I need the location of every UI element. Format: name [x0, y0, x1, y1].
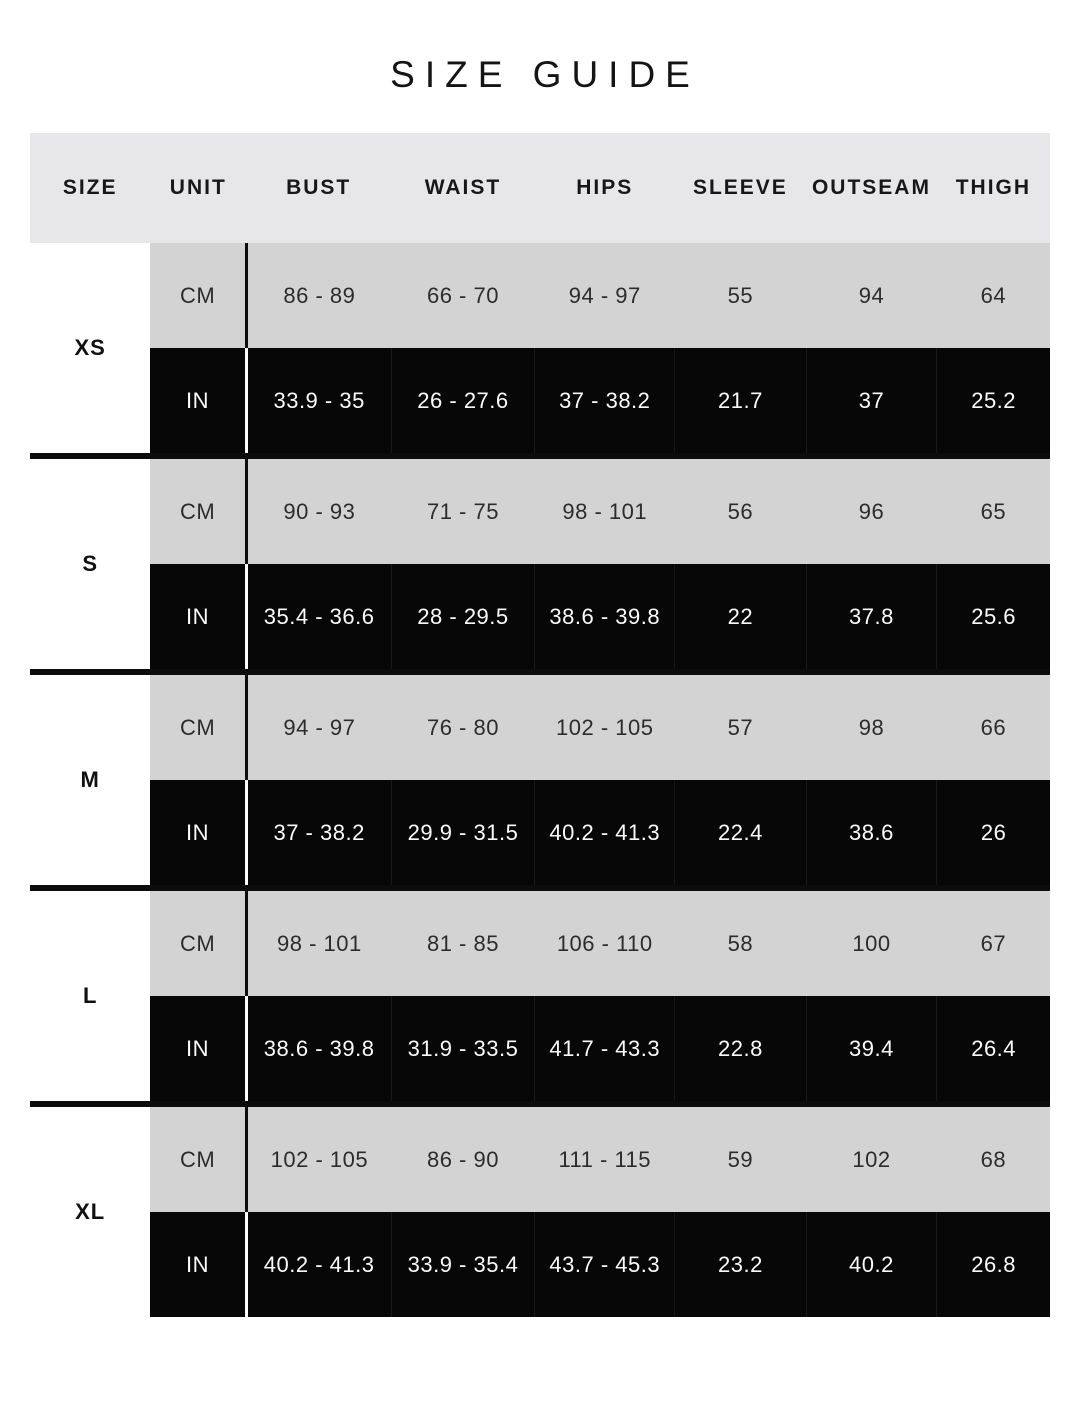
- size-label-l: L: [30, 888, 150, 1104]
- cell-s-cm-sleeve: 56: [675, 456, 807, 564]
- unit-label-in: IN: [150, 996, 246, 1104]
- unit-label-cm: CM: [150, 672, 246, 780]
- cell-s-in-sleeve: 22: [675, 564, 807, 672]
- size-group-l: [30, 888, 1050, 1104]
- unit-label-cm: CM: [150, 1104, 246, 1212]
- row-xl-in: [30, 1212, 1050, 1317]
- header-bust: BUST: [246, 133, 391, 243]
- row-xs-cm: [30, 243, 1050, 348]
- cell-xl-in-bust: 40.2 - 41.3: [246, 1212, 391, 1317]
- page-title: SIZE GUIDE: [390, 54, 700, 95]
- cell-xs-in-bust: 33.9 - 35: [246, 348, 391, 456]
- unit-label-cm: CM: [150, 456, 246, 564]
- cell-m-cm-bust: 94 - 97: [246, 672, 391, 780]
- cell-xs-cm-thigh: 64: [937, 243, 1050, 348]
- cell-l-cm-bust: 98 - 101: [246, 888, 391, 996]
- size-label-m: M: [30, 672, 150, 888]
- unit-label-in: IN: [150, 1212, 246, 1317]
- size-group-m: [30, 672, 1050, 888]
- header-hips: HIPS: [535, 133, 675, 243]
- cell-xl-in-outseam: 40.2: [806, 1212, 937, 1317]
- cell-m-cm-sleeve: 57: [675, 672, 807, 780]
- cell-xs-cm-bust: 86 - 89: [246, 243, 391, 348]
- cell-l-in-hips: 41.7 - 43.3: [535, 996, 675, 1104]
- header-sleeve: SLEEVE: [675, 133, 807, 243]
- row-s-in: [30, 564, 1050, 672]
- cell-s-in-thigh: 25.6: [937, 564, 1050, 672]
- unit-label-in: IN: [150, 564, 246, 672]
- cell-l-in-bust: 38.6 - 39.8: [246, 996, 391, 1104]
- header-size: SIZE: [30, 133, 150, 243]
- cell-xl-cm-outseam: 102: [806, 1104, 937, 1212]
- cell-s-in-outseam: 37.8: [806, 564, 937, 672]
- cell-s-in-bust: 35.4 - 36.6: [246, 564, 391, 672]
- row-l-in: [30, 996, 1050, 1104]
- cell-xs-cm-outseam: 94: [806, 243, 937, 348]
- cell-m-in-bust: 37 - 38.2: [246, 780, 391, 888]
- table-header: [30, 133, 1050, 243]
- cell-m-cm-hips: 102 - 105: [535, 672, 675, 780]
- cell-xs-in-thigh: 25.2: [937, 348, 1050, 456]
- cell-xl-cm-bust: 102 - 105: [246, 1104, 391, 1212]
- cell-xl-cm-sleeve: 59: [675, 1104, 807, 1212]
- cell-xl-in-hips: 43.7 - 45.3: [535, 1212, 675, 1317]
- cell-s-cm-outseam: 96: [806, 456, 937, 564]
- cell-m-in-thigh: 26: [937, 780, 1050, 888]
- row-l-cm: [30, 888, 1050, 996]
- cell-xs-in-hips: 37 - 38.2: [535, 348, 675, 456]
- cell-l-cm-sleeve: 58: [675, 888, 807, 996]
- cell-l-cm-waist: 81 - 85: [391, 888, 535, 996]
- cell-xl-cm-hips: 111 - 115: [535, 1104, 675, 1212]
- size-label-s: S: [30, 456, 150, 672]
- cell-m-in-sleeve: 22.4: [675, 780, 807, 888]
- cell-m-cm-waist: 76 - 80: [391, 672, 535, 780]
- cell-l-in-outseam: 39.4: [806, 996, 937, 1104]
- cell-m-in-hips: 40.2 - 41.3: [535, 780, 675, 888]
- cell-xs-in-sleeve: 21.7: [675, 348, 807, 456]
- cell-xs-cm-waist: 66 - 70: [391, 243, 535, 348]
- cell-xl-cm-thigh: 68: [937, 1104, 1050, 1212]
- header-outseam: OUTSEAM: [806, 133, 937, 243]
- header-row: [30, 133, 1050, 243]
- cell-l-cm-outseam: 100: [806, 888, 937, 996]
- cell-l-cm-thigh: 67: [937, 888, 1050, 996]
- size-group-xs: [30, 243, 1050, 456]
- cell-xl-in-waist: 33.9 - 35.4: [391, 1212, 535, 1317]
- row-s-cm: [30, 456, 1050, 564]
- cell-l-cm-hips: 106 - 110: [535, 888, 675, 996]
- cell-s-in-hips: 38.6 - 39.8: [535, 564, 675, 672]
- cell-m-cm-outseam: 98: [806, 672, 937, 780]
- row-m-in: [30, 780, 1050, 888]
- row-xl-cm: [30, 1104, 1050, 1212]
- cell-xs-cm-hips: 94 - 97: [535, 243, 675, 348]
- unit-label-in: IN: [150, 348, 246, 456]
- cell-xl-in-thigh: 26.8: [937, 1212, 1050, 1317]
- cell-s-in-waist: 28 - 29.5: [391, 564, 535, 672]
- header-waist: WAIST: [391, 133, 535, 243]
- row-m-cm: [30, 672, 1050, 780]
- size-label-xs: XS: [30, 243, 150, 456]
- unit-label-cm: CM: [150, 888, 246, 996]
- size-group-s: [30, 456, 1050, 672]
- cell-s-cm-waist: 71 - 75: [391, 456, 535, 564]
- cell-s-cm-thigh: 65: [937, 456, 1050, 564]
- cell-m-in-waist: 29.9 - 31.5: [391, 780, 535, 888]
- cell-l-in-waist: 31.9 - 33.5: [391, 996, 535, 1104]
- cell-l-in-sleeve: 22.8: [675, 996, 807, 1104]
- unit-label-cm: CM: [150, 243, 246, 348]
- header-thigh: THIGH: [937, 133, 1050, 243]
- size-label-xl: XL: [30, 1104, 150, 1317]
- cell-s-cm-hips: 98 - 101: [535, 456, 675, 564]
- row-xs-in: [30, 348, 1050, 456]
- cell-s-cm-bust: 90 - 93: [246, 456, 391, 564]
- cell-m-in-outseam: 38.6: [806, 780, 937, 888]
- cell-xs-in-waist: 26 - 27.6: [391, 348, 535, 456]
- cell-m-cm-thigh: 66: [937, 672, 1050, 780]
- size-group-xl: [30, 1104, 1050, 1317]
- cell-l-in-thigh: 26.4: [937, 996, 1050, 1104]
- cell-xl-in-sleeve: 23.2: [675, 1212, 807, 1317]
- header-unit: UNIT: [150, 133, 246, 243]
- cell-xs-cm-sleeve: 55: [675, 243, 807, 348]
- size-guide-table: [30, 133, 1050, 1317]
- cell-xs-in-outseam: 37: [806, 348, 937, 456]
- unit-label-in: IN: [150, 780, 246, 888]
- cell-xl-cm-waist: 86 - 90: [391, 1104, 535, 1212]
